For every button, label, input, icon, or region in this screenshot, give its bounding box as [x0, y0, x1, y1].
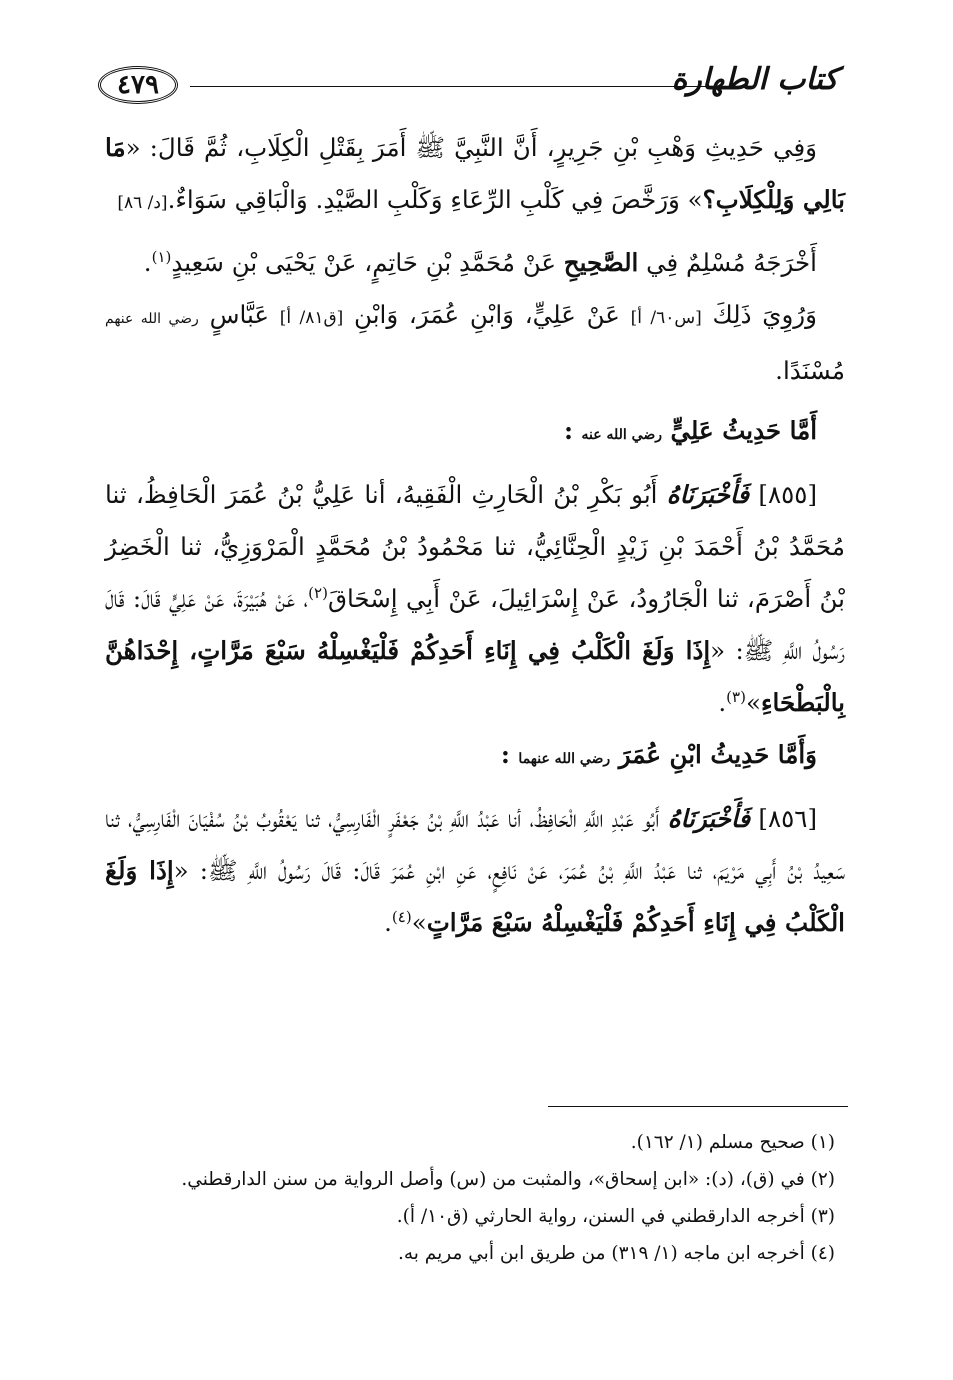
header-rule [190, 86, 730, 87]
heading-text: أَمَّا حَدِيثُ عَلِيٍّ [661, 416, 817, 445]
footnotes [105, 1124, 835, 1272]
paragraph-wahb-hadith [105, 122, 845, 229]
book-title: الصَّحِيحِ [563, 248, 639, 277]
isnad-text: أَبُو بَكْرِ بْنُ الْحَارِثِ الْفَقِيهُ، أنا عَلِيُّ بْنُ عُمَرَ الْحَافِظُ، ثنا مُحَمَّدُ بْنُ أَحْمَدَ بْنِ زَيْدٍ الْحِنَّائِيُّ، ثنا مَحْمُودُ بْنُ مُحَمَّدٍ الْمَرْوَزِيُّ، ثنا الْخَضِرُ بْنُ أَصْرَمَ، ثنا الْجَارُودُ، عَنْ إِسْرَائِيلَ، عَنْ أَبِي إِسْحَاقَ [105, 480, 845, 613]
heading-text: : [563, 416, 582, 445]
honorific-glyph: رضي الله عنهما [518, 751, 611, 767]
honorific-glyph: رضي الله عنه [581, 427, 662, 443]
isnad-text: أَبُو عَبْدِ اللَّهِ الْحَافِظُ، أنا عَبْدُ اللَّهِ بْنُ جَعْفَرٍ الْفَارِسِيُّ، ثنا يَعْقُوبُ بْنُ سُفْيَانَ الْفَارِسِيُّ، ثنا سَعِيدُ بْنُ أَبِي مَرْيَمَ، ثنا عَبْدُ اللَّهِ بْنُ عُمَرَ، عَنْ نَافِعٍ، عَنِ ابْنِ عُمَرَ قَالَ: قَالَ رَسُولُ اللَّهِ ﷺ: « [105, 804, 845, 885]
chain-opener: فَأَخْبَرَنَاهُ [666, 480, 750, 509]
footnote [105, 1161, 835, 1198]
text-run: أَخْرَجَهُ مُسْلِمٌ فِي [638, 248, 817, 277]
footnote-marker[interactable]: (٢) [308, 583, 328, 602]
text-run: . [384, 908, 392, 937]
hadith-quote: إِذَا وَلَغَ الْكَلْبُ فِي إِنَاءِ أَحَدِكُمْ فَلْيَغْسِلْهُ سَبْعَ مَرَّاتٍ، إِحْدَاهُنَّ بِالْبَطْحَاءِ [105, 636, 845, 717]
footnote-number: (٤) [810, 1243, 835, 1264]
paragraph-narrations [105, 289, 845, 397]
text-run: عَبَّاسٍ [198, 300, 280, 329]
text-run: . [718, 688, 727, 717]
text-run: » [411, 908, 427, 937]
heading-ali [105, 405, 845, 461]
chain-opener: فَأَخْبَرَنَاهُ [667, 804, 751, 833]
text-run: وَفِي حَدِيثِ وَهْبِ بْنِ جَرِيرٍ، أَنَّ النَّبِيَّ ﷺ أَمَرَ بِقَتْلِ الْكِلَابِ، ثُمَّ قَالَ: « [125, 133, 817, 162]
footnote-text: في (ق)، (د): «ابن إسحاق»، والمثبت من (س) وأصل الرواية من سنن الدارقطني. [181, 1169, 805, 1190]
honorific-glyph: رضي الله عنهم [105, 311, 199, 327]
main-text [105, 122, 845, 949]
heading-ibn-umar [105, 729, 845, 785]
footnote-marker[interactable]: (٤) [391, 907, 412, 926]
text-run: » وَرَخَّصَ فِي كَلْبِ الرِّعَاءِ وَكَلْبِ الصَّيْدِ. وَالْبَاقِي سَوَاءٌ. [167, 185, 703, 214]
paragraph-muslim-takhrij [105, 237, 845, 289]
text-run: . [143, 248, 152, 277]
footnote-text: أخرجه الدارقطني في السنن، رواية الحارثي (ق١٠/ أ). [396, 1206, 805, 1227]
text-run: وَرُوِيَ ذَلِكَ [701, 300, 817, 329]
paragraph-hadith-856 [105, 793, 845, 949]
footnote-number: (٢) [810, 1169, 835, 1190]
hadith-quote: إِذَا وَلَغَ الْكَلْبُ فِي إِنَاءِ أَحَدِكُمْ فَلْيَغْسِلْهُ سَبْعَ مَرَّاتٍ [105, 856, 845, 937]
hadith-number: [٨٥٦] [750, 804, 817, 833]
page-header [98, 58, 838, 114]
footnote-marker[interactable]: (٣) [726, 687, 746, 706]
text-run: عَنْ مُحَمَّدِ بْنِ حَاتِمٍ، عَنْ يَحْيَى بْنِ سَعِيدٍ [171, 248, 564, 277]
footnote-number: (٣) [810, 1206, 835, 1227]
paragraph-hadith-855 [105, 469, 845, 729]
manuscript-ref: [س٦٠/ أ] [630, 308, 702, 328]
hadith-quote: مَا بَالِي وَلِلْكِلَابِ؟ [105, 133, 845, 214]
manuscript-ref: [د/ ٨٦] [117, 193, 168, 213]
footnote [105, 1235, 835, 1272]
footnote [105, 1198, 835, 1235]
isnad-text: ، عَنْ هُبَيْرَةَ، عَنْ عَلِيٍّ قَالَ: قَالَ رَسُولُ اللَّهِ ﷺ: « [105, 584, 846, 665]
heading-text: : [500, 740, 519, 769]
running-title: كتاب الطهارة [671, 62, 838, 97]
footnote-text: صحيح مسلم (١/ ١٦٢). [630, 1132, 805, 1153]
footnote [105, 1124, 835, 1161]
hadith-number: [٨٥٥] [749, 480, 817, 509]
footnote-text: أخرجه ابن ماجه (١/ ٣١٩) من طريق ابن أبي مريم به. [397, 1243, 805, 1264]
heading-text: وَأَمَّا حَدِيثُ ابْنِ عُمَرَ [610, 740, 817, 769]
page-number: ٤٧٩ [98, 66, 178, 104]
manuscript-ref: [ق٨١/ أ] [279, 308, 344, 328]
footnote-marker[interactable]: (١) [151, 247, 172, 266]
footnote-divider [548, 1106, 848, 1107]
text-run: مُسْنَدًا. [775, 356, 845, 385]
footnote-number: (١) [810, 1132, 835, 1153]
text-run: عَنْ عَلِيٍّ، وَابْنِ عُمَرَ، وَابْنِ [343, 300, 631, 329]
text-run: » [745, 688, 761, 717]
